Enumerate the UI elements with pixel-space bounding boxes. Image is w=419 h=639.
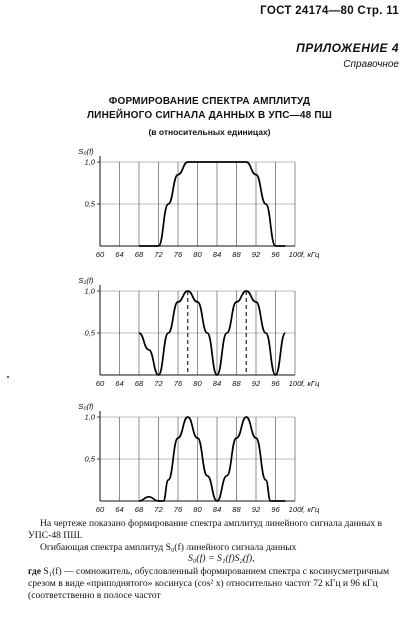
x-tick-label: 68 xyxy=(134,250,144,259)
y-tick-label: 0,5 xyxy=(84,199,95,209)
y-tick-label: 1,0 xyxy=(84,412,95,422)
x-tick-label: 84 xyxy=(212,250,222,259)
x-tick-label: 76 xyxy=(173,505,183,514)
y-tick-label: 1,0 xyxy=(84,157,95,167)
x-tick-label: 92 xyxy=(251,505,261,514)
x-tick-label: 60 xyxy=(95,379,105,388)
x-tick-label: 88 xyxy=(232,379,241,388)
definition-text: S₁(f) — сомножитель, обусловленный формированием спектра с косинусметричным срезом в виде «приподнятого» косинуса (cos² x) относительно частот 72 кГц и 96 кГц (соответственно в полосе частот xyxy=(28,566,390,601)
paragraph-2: Огибающая спектра амплитуд S₀(f) линейного сигнала данных xyxy=(40,542,297,553)
appendix-label: ПРИЛОЖЕНИЕ 4 xyxy=(296,41,399,55)
x-tick-label: 84 xyxy=(212,505,222,514)
definition-paragraph xyxy=(28,566,400,602)
x-tick-label: 68 xyxy=(134,379,144,388)
x-tick-label: 80 xyxy=(193,379,202,388)
x-axis-unit: f, кГц xyxy=(301,250,320,259)
y-axis-label: S₀(f) xyxy=(78,402,94,411)
x-tick-label: 60 xyxy=(95,250,105,259)
x-tick-label: 88 xyxy=(232,505,241,514)
y-axis-label: S₂(f) xyxy=(78,276,94,285)
x-tick-label: 76 xyxy=(173,379,183,388)
y-tick-label: 0,5 xyxy=(84,454,95,464)
x-tick-label: 72 xyxy=(154,505,163,514)
title-subtitle: (в относительных единицах) xyxy=(148,127,271,137)
x-tick-label: 64 xyxy=(115,379,124,388)
x-tick-label: 72 xyxy=(154,379,163,388)
x-tick-label: 92 xyxy=(251,250,261,259)
x-tick-label: 88 xyxy=(232,250,241,259)
x-tick-label: 100 xyxy=(288,379,302,388)
x-tick-label: 80 xyxy=(193,250,202,259)
x-tick-label: 100 xyxy=(288,250,302,259)
chart-s0-top xyxy=(0,142,419,262)
x-tick-label: 96 xyxy=(271,379,280,388)
chart-s2-middle xyxy=(0,271,419,391)
y-tick-label: 1,0 xyxy=(84,286,95,296)
x-tick-label: 68 xyxy=(134,505,144,514)
x-tick-label: 60 xyxy=(95,505,105,514)
paragraph-1: На чертеже показано формирование спектра амплитуд линейного сигнала данных в УПС-48 ПШ. xyxy=(28,518,383,541)
x-tick-label: 64 xyxy=(115,505,124,514)
x-tick-label: 64 xyxy=(115,250,124,259)
page-header: ГОСТ 24174—80 Стр. 11 xyxy=(260,5,399,17)
title-line-1: ФОРМИРОВАНИЕ СПЕКТРА АМПЛИТУД xyxy=(108,96,311,107)
x-tick-label: 96 xyxy=(271,505,280,514)
gde-word: где xyxy=(28,566,41,577)
title-line-2: ЛИНЕЙНОГО СИГНАЛА ДАННЫХ В УПС—48 ПШ xyxy=(86,110,333,121)
x-axis-unit: f, кГц xyxy=(301,379,320,388)
x-tick-label: 96 xyxy=(271,250,280,259)
x-tick-label: 76 xyxy=(173,250,183,259)
y-tick-label: 0,5 xyxy=(84,328,95,338)
formula: S₀(f) = S₁(f)S₂(f), xyxy=(188,553,255,564)
chart-s0-bottom xyxy=(0,397,419,517)
x-axis-unit: f, кГц xyxy=(301,505,320,514)
x-tick-label: 100 xyxy=(288,505,302,514)
y-axis-label: S₀(f) xyxy=(78,147,94,156)
appendix-type: Справочное xyxy=(343,59,399,70)
x-tick-label: 80 xyxy=(193,505,202,514)
x-tick-label: 92 xyxy=(251,379,261,388)
x-tick-label: 72 xyxy=(154,250,163,259)
scan-speck xyxy=(7,376,9,378)
x-tick-label: 84 xyxy=(212,379,222,388)
